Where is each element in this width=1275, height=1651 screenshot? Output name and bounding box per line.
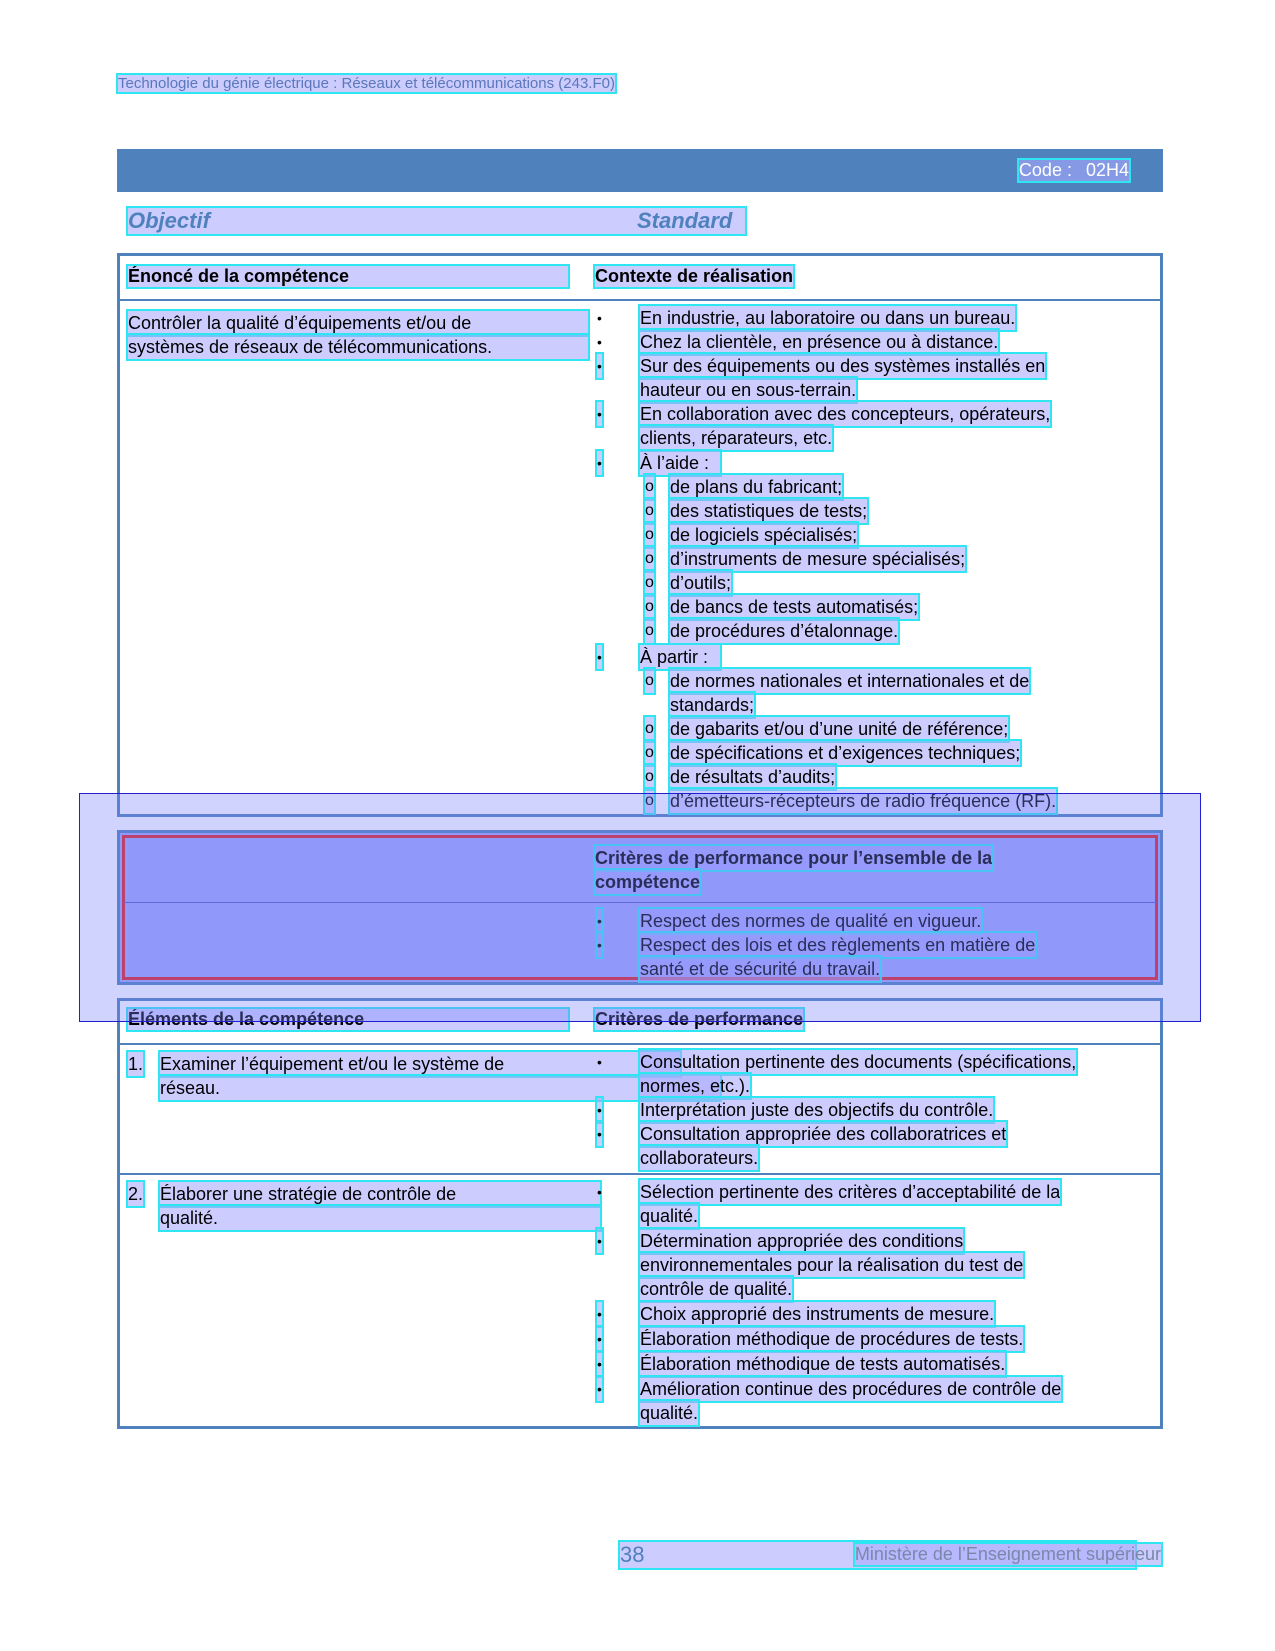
bullet: •	[597, 354, 602, 378]
bullet: •	[597, 1184, 602, 1200]
aide-item: de plans du fabricant;	[670, 477, 843, 497]
bullet: •	[597, 1098, 602, 1122]
partir-item: de résultats d’audits;	[670, 767, 836, 787]
sub-bullet: o	[645, 619, 654, 643]
element-text: Examiner l’équipement et/ou le système de	[160, 1052, 680, 1076]
elements-table	[117, 998, 1163, 1429]
bullet: •	[597, 1327, 602, 1351]
aide-item: de bancs de tests automatisés;	[670, 597, 919, 617]
code-bar	[117, 149, 1163, 192]
bullet: •	[597, 1122, 602, 1146]
critere-ensemble-item-cont: santé et de sécurité du travail.	[640, 959, 881, 979]
element-number: 2.	[128, 1184, 144, 1204]
bullet: •	[597, 933, 602, 957]
bullet: •	[597, 334, 602, 350]
contexte-item: Sur des équipements ou des systèmes installés en	[640, 356, 1046, 376]
partir-item: de normes nationales et internationales et de	[670, 671, 1030, 691]
sub-bullet: o	[645, 789, 654, 813]
bullet: •	[597, 402, 602, 426]
selection-overlay	[79, 793, 1201, 1022]
partir-item: d’émetteurs-récepteurs de radio fréquence (RF).	[670, 791, 1057, 811]
sub-bullet: o	[645, 765, 654, 789]
enonce-line-1: Contrôler la qualité d’équipements et/ou de	[128, 311, 588, 335]
competence-table	[117, 253, 1163, 817]
bullet: •	[597, 1302, 602, 1326]
enonce-header: Énoncé de la compétence	[128, 266, 568, 287]
critere-item: Amélioration continue des procédures de contrôle de	[640, 1379, 1062, 1399]
aide-item: d’instruments de mesure spécialisés;	[670, 549, 966, 569]
objectif-text: Objectif	[128, 208, 210, 233]
critere-item: Sélection pertinente des critères d’acceptabilité de la	[640, 1182, 1061, 1202]
critere-item: Consultation pertinente des documents (spécifications,	[640, 1052, 1077, 1072]
enonce-line-2: systèmes de réseaux de télécommunications.	[128, 335, 588, 359]
aide-item: des statistiques de tests;	[670, 501, 868, 521]
critere-item: Consultation appropriée des collaboratrices et	[640, 1124, 1007, 1144]
header-divider	[120, 299, 1160, 301]
critere-item: Élaboration méthodique de tests automatisés.	[640, 1354, 1006, 1374]
sub-bullet: o	[645, 523, 654, 547]
bullet: •	[597, 909, 602, 933]
critere-ensemble-item: Respect des lois et des règlements en matière de	[640, 935, 1036, 955]
aide-item: de logiciels spécialisés;	[670, 525, 858, 545]
element-text-cont: qualité.	[160, 1206, 600, 1230]
sub-bullet: o	[645, 741, 654, 765]
critere-item: Élaboration méthodique de procédures de tests.	[640, 1329, 1024, 1349]
standard-label: Standard	[637, 208, 733, 233]
criteres-header: Critères de performance	[595, 1009, 804, 1029]
sub-bullet: o	[645, 499, 654, 523]
element-text: Élaborer une stratégie de contrôle de	[160, 1182, 600, 1206]
aide-item: d’outils;	[670, 573, 732, 593]
criteres-ensemble-header-cont: compétence	[595, 872, 701, 892]
elements-header: Éléments de la compétence	[128, 1009, 568, 1030]
bullet: •	[597, 1229, 602, 1253]
partir-item: de spécifications et d’exigences techniques;	[670, 743, 1021, 763]
bullet: •	[597, 645, 602, 669]
bullet: •	[597, 1352, 602, 1376]
sub-bullet: o	[645, 571, 654, 595]
document-header: Technologie du génie électrique : Réseaux et télécommunications (243.F0)	[118, 75, 615, 92]
element-text-cont	[160, 1076, 720, 1100]
bullet: •	[597, 1377, 602, 1401]
sub-bullet: o	[645, 595, 654, 619]
contexte-item: Chez la clientèle, en présence ou à distance.	[640, 332, 999, 352]
critere-item-cont: contrôle de qualité.	[640, 1279, 793, 1299]
ministere-footer: Ministère de l’Enseignement supérieur	[854, 1544, 1161, 1564]
critere-ensemble-item: Respect des normes de qualité en vigueur.	[640, 911, 982, 931]
critere-item-cont: qualité.	[640, 1403, 699, 1423]
critere-item-cont: normes, etc.).	[640, 1076, 751, 1096]
contexte-item-cont: hauteur ou en sous-terrain.	[640, 380, 857, 400]
code-value: 02H4	[1085, 160, 1129, 180]
bullet: •	[597, 310, 602, 326]
element-text-cont-value: réseau.	[160, 1078, 221, 1098]
contexte-header: Contexte de réalisation	[595, 266, 794, 286]
partir-item: de gabarits et/ou d’une unité de référence;	[670, 719, 1009, 739]
contexte-item-partir: À partir :	[640, 645, 720, 669]
sub-bullet: o	[645, 669, 654, 693]
element-number: 1.	[128, 1054, 144, 1074]
partir-item-cont: standards;	[670, 695, 755, 715]
critere-item: Choix approprié des instruments de mesure.	[640, 1304, 995, 1324]
aide-item: de procédures d’étalonnage.	[670, 621, 899, 641]
sub-bullet: o	[645, 547, 654, 571]
critere-item-cont: qualité.	[640, 1206, 699, 1226]
critere-item-cont: environnementales pour la réalisation du test de	[640, 1255, 1024, 1275]
contexte-item-aide: À l’aide :	[640, 451, 720, 475]
contexte-item-cont: clients, réparateurs, etc.	[640, 428, 833, 448]
critere-item-cont: collaborateurs.	[640, 1148, 759, 1168]
contexte-item: En industrie, au laboratoire ou dans un bureau.	[640, 308, 1016, 328]
row-divider	[120, 1173, 1160, 1175]
sub-bullet: o	[645, 717, 654, 741]
bullet: •	[597, 1054, 602, 1070]
sub-bullet: o	[645, 475, 654, 499]
contexte-item: En collaboration avec des concepteurs, opérateurs,	[640, 404, 1051, 424]
critere-item: Détermination appropriée des conditions	[640, 1231, 964, 1251]
page-number: 38	[620, 1542, 1135, 1568]
code-label-text: Code :	[1018, 160, 1072, 180]
criteres-ensemble-header: Critères de performance pour l’ensemble de la	[595, 848, 993, 868]
header-divider	[120, 1043, 1160, 1045]
bullet: •	[597, 451, 602, 475]
code-label	[1019, 160, 1129, 181]
critere-item: Interprétation juste des objectifs du contrôle.	[640, 1100, 994, 1120]
